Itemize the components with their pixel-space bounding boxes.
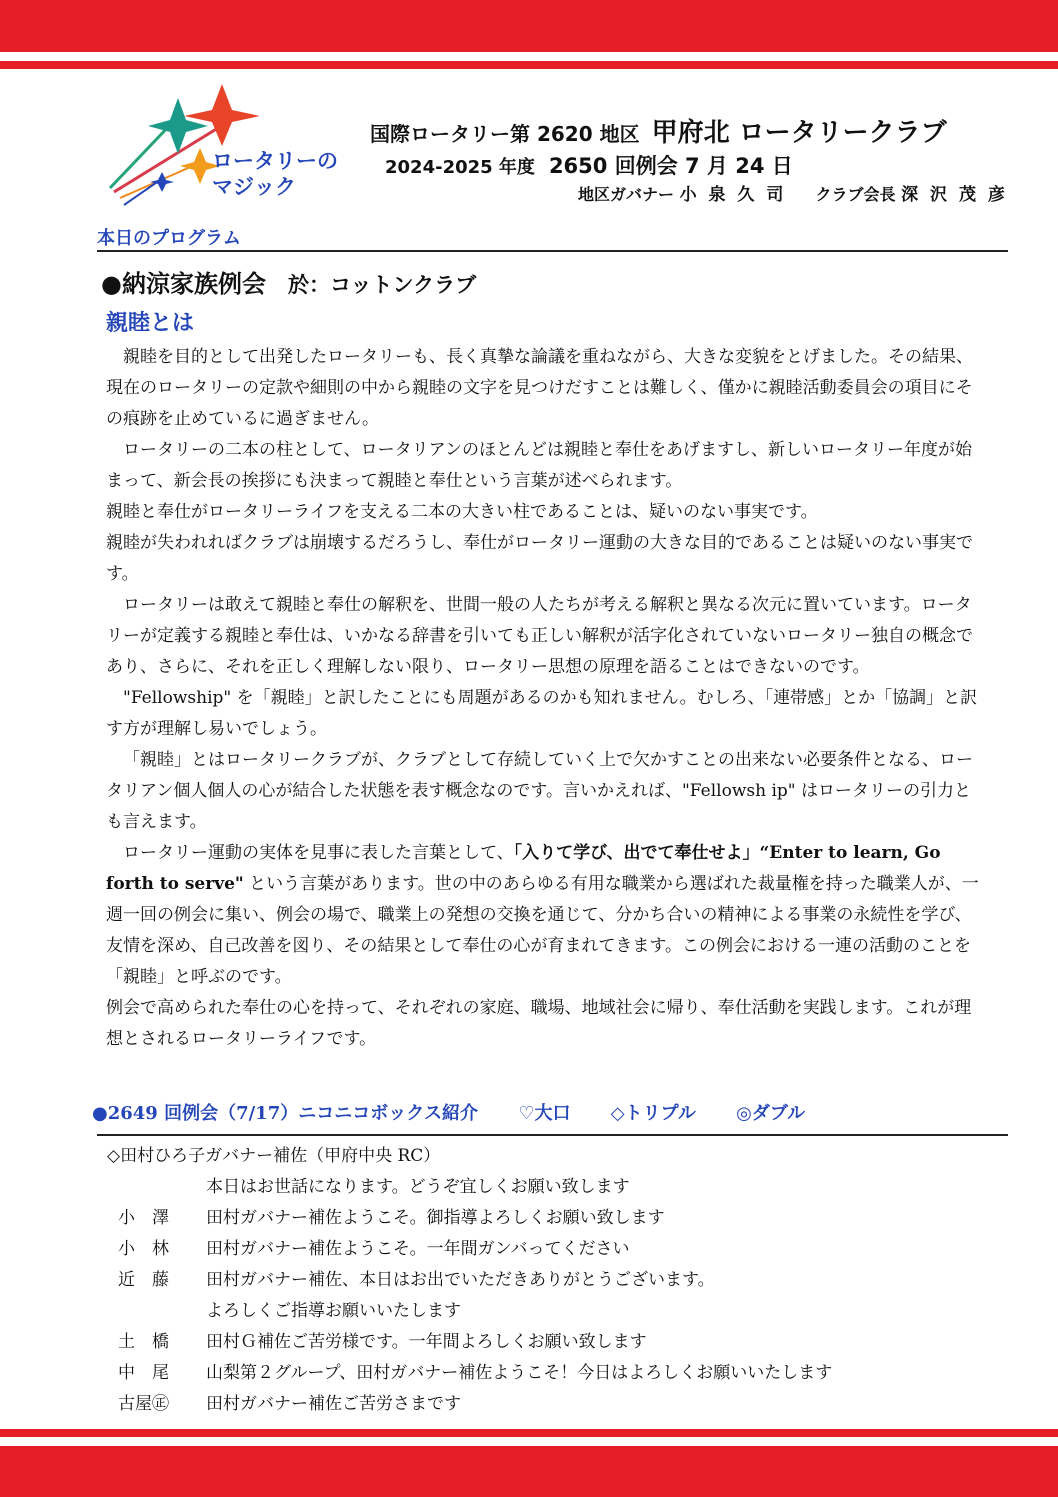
niconico-title: ●2649 回例会（7/17）ニコニコボックス紹介 <box>92 1103 479 1124</box>
member-message: 本日はお世話になります。どうぞ宜しくお願い致します <box>206 1177 630 1197</box>
top-red-stripe <box>0 61 1058 69</box>
meeting-number-date: 2650 回例会 7 月 24 日 <box>548 154 793 178</box>
header-divider <box>97 250 1008 252</box>
president-name: 深 沢 茂 彦 <box>901 185 1008 205</box>
club-name: 甲府北 ロータリークラブ <box>651 118 947 148</box>
bottom-red-band <box>0 1446 1058 1497</box>
list-item <box>118 1172 832 1203</box>
district-label: 国際ロータリー第 2620 地区 <box>370 122 640 146</box>
member-message: よろしくご指導お願いいたします <box>206 1301 461 1321</box>
paragraph-4: 親睦が失われればクラブは崩壊するだろうし、奉仕がロータリー運動の大きな目的であることは疑いのない事実です。 <box>106 533 973 584</box>
list-item <box>118 1203 832 1234</box>
bottom-red-stripe <box>0 1429 1058 1437</box>
article-body <box>106 342 986 1055</box>
member-name: 土 橋 <box>118 1332 169 1352</box>
list-item <box>118 1327 832 1358</box>
governor-name: 小 泉 久 司 <box>679 185 787 205</box>
paragraph-8-a: ロータリー運動の実体を見事に表した言葉として、 <box>123 843 514 863</box>
paragraph-8-c: という言葉があります。世の中のあらゆる有用な職業から選ばれた裁量権を持った職業人が、一週一回の例会に集い、例会の場で、職業上の発想の交換を通じて、分かち合いの精神による事業の永続性を学び、友情を深め、自己改善を図り、その結果として奉仕の心が育まれてきます。この例会における一連の活動のことを「親睦」と呼ぶのです。 <box>106 874 979 987</box>
paragraph-2: ロータリーの二本の柱として、ロータリアンのほとんどは親睦と奉仕をあげますし、新しいロータリー年度が始まって、新会長の挨拶にも決まって親睦と奉仕という言葉が述べられます。 <box>106 440 972 491</box>
member-name: 古屋㊣ <box>118 1394 169 1414</box>
member-message: 田村Ｇ補佐ご苦労様です。一年間よろしくお願い致します <box>206 1332 647 1352</box>
paragraph-6: "Fellowship" を「親睦」と訳したことにも周題があるのかも知れません。むしろ、「連帯感」とか「協調」と訳す方が理解し易いでしょう。 <box>106 688 978 739</box>
member-message: 田村ガバナー補佐ようこそ。一年間ガンバってください <box>206 1239 630 1259</box>
member-name <box>118 1296 206 1327</box>
program-title-main: ●納涼家族例会 <box>101 269 266 298</box>
niconico-divider <box>97 1134 1008 1136</box>
section-subtitle: 親睦とは <box>106 310 195 336</box>
paragraph-8-motto: 「入りて学び、出でて奉仕せよ」“Enter to learn, Go forth to serve" <box>106 843 941 894</box>
president-label: クラブ会長 <box>815 185 896 204</box>
logo-text-line1: ロータリーの <box>212 149 338 173</box>
paragraph-8 <box>106 838 986 993</box>
list-item <box>118 1234 832 1265</box>
program-venue: 於：コットンクラブ <box>287 272 477 297</box>
header-line1 <box>370 112 947 149</box>
message-list <box>118 1172 832 1420</box>
member-name: 中 尾 <box>118 1363 169 1383</box>
legend-large: ♡大口 <box>518 1103 571 1124</box>
header-line3 <box>578 180 1008 205</box>
member-message: 田村ガバナー補佐ご苦労さまです <box>206 1394 461 1414</box>
list-item <box>118 1265 832 1296</box>
logo-text-line2: マジック <box>212 175 296 199</box>
member-name: 近 藤 <box>118 1270 169 1290</box>
fiscal-year: 2024-2025 年度 <box>385 157 535 178</box>
paragraph-9: 例会で高められた奉仕の心を持って、それぞれの家庭、職場、地域社会に帰り、奉仕活動を実践します。これが理想とされるロータリーライフです。 <box>106 998 972 1049</box>
member-message: 田村ガバナー補佐、本日はお出でいただきありがとうございます。 <box>206 1270 715 1290</box>
legend-triple: ◇トリプル <box>610 1103 696 1124</box>
top-red-band <box>0 0 1058 52</box>
program-label: 本日のプログラム <box>97 228 241 249</box>
list-item <box>118 1389 832 1420</box>
niconico-header <box>92 1099 992 1125</box>
member-name <box>118 1172 206 1203</box>
member-name: 小 林 <box>118 1239 169 1259</box>
member-message: 山梨第２グループ、田村ガバナー補佐ようこそ！今日はよろしくお願いいたします <box>206 1363 833 1383</box>
header-line2 <box>385 150 793 180</box>
logo-text <box>212 148 338 200</box>
list-item <box>118 1296 832 1327</box>
program-title <box>101 264 476 299</box>
paragraph-7: 「親睦」とはロータリークラブが、クラブとして存続していく上で欠かすことの出来ない必要条件となる、ロータリアン個人個人の心が結合した状態を表す概念なのです。言いかえれば、"Fellowsh ip" はロータリーの引力とも言えます。 <box>106 750 973 832</box>
list-item <box>118 1358 832 1389</box>
paragraph-3: 親睦と奉仕がロータリーライフを支える二本の大きい柱であることは、疑いのない事実です。 <box>106 502 818 522</box>
member-name: 小 澤 <box>118 1208 169 1228</box>
governor-label: 地区ガバナー <box>578 185 675 204</box>
guest-line: ◇田村ひろ子ガバナー補佐（甲府中央 RC） <box>107 1146 441 1166</box>
paragraph-1: 親睦を目的として出発したロータリーも、長く真摯な論議を重ねながら、大きな変貌をとげました。その結果、現在のロータリーの定款や細則の中から親睦の文字を見つけだすことは難しく、僅かに親睦活動委員会の項目にその痕跡を止めているに過ぎません。 <box>106 347 973 429</box>
paragraph-5: ロータリーは敢えて親睦と奉仕の解釈を、世間一般の人たちが考える解釈と異なる次元に置いています。ロータリーが定義する親睦と奉仕は、いかなる辞書を引いても正しい解釈が活字化されていないロータリー独自の概念であり、さらに、それを正しく理解しない限り、ロータリー思想の原理を語ることはできないのです。 <box>106 595 973 677</box>
legend-double: ◎ダブル <box>736 1103 806 1124</box>
member-message: 田村ガバナー補佐ようこそ。御指導よろしくお願い致します <box>206 1208 665 1228</box>
